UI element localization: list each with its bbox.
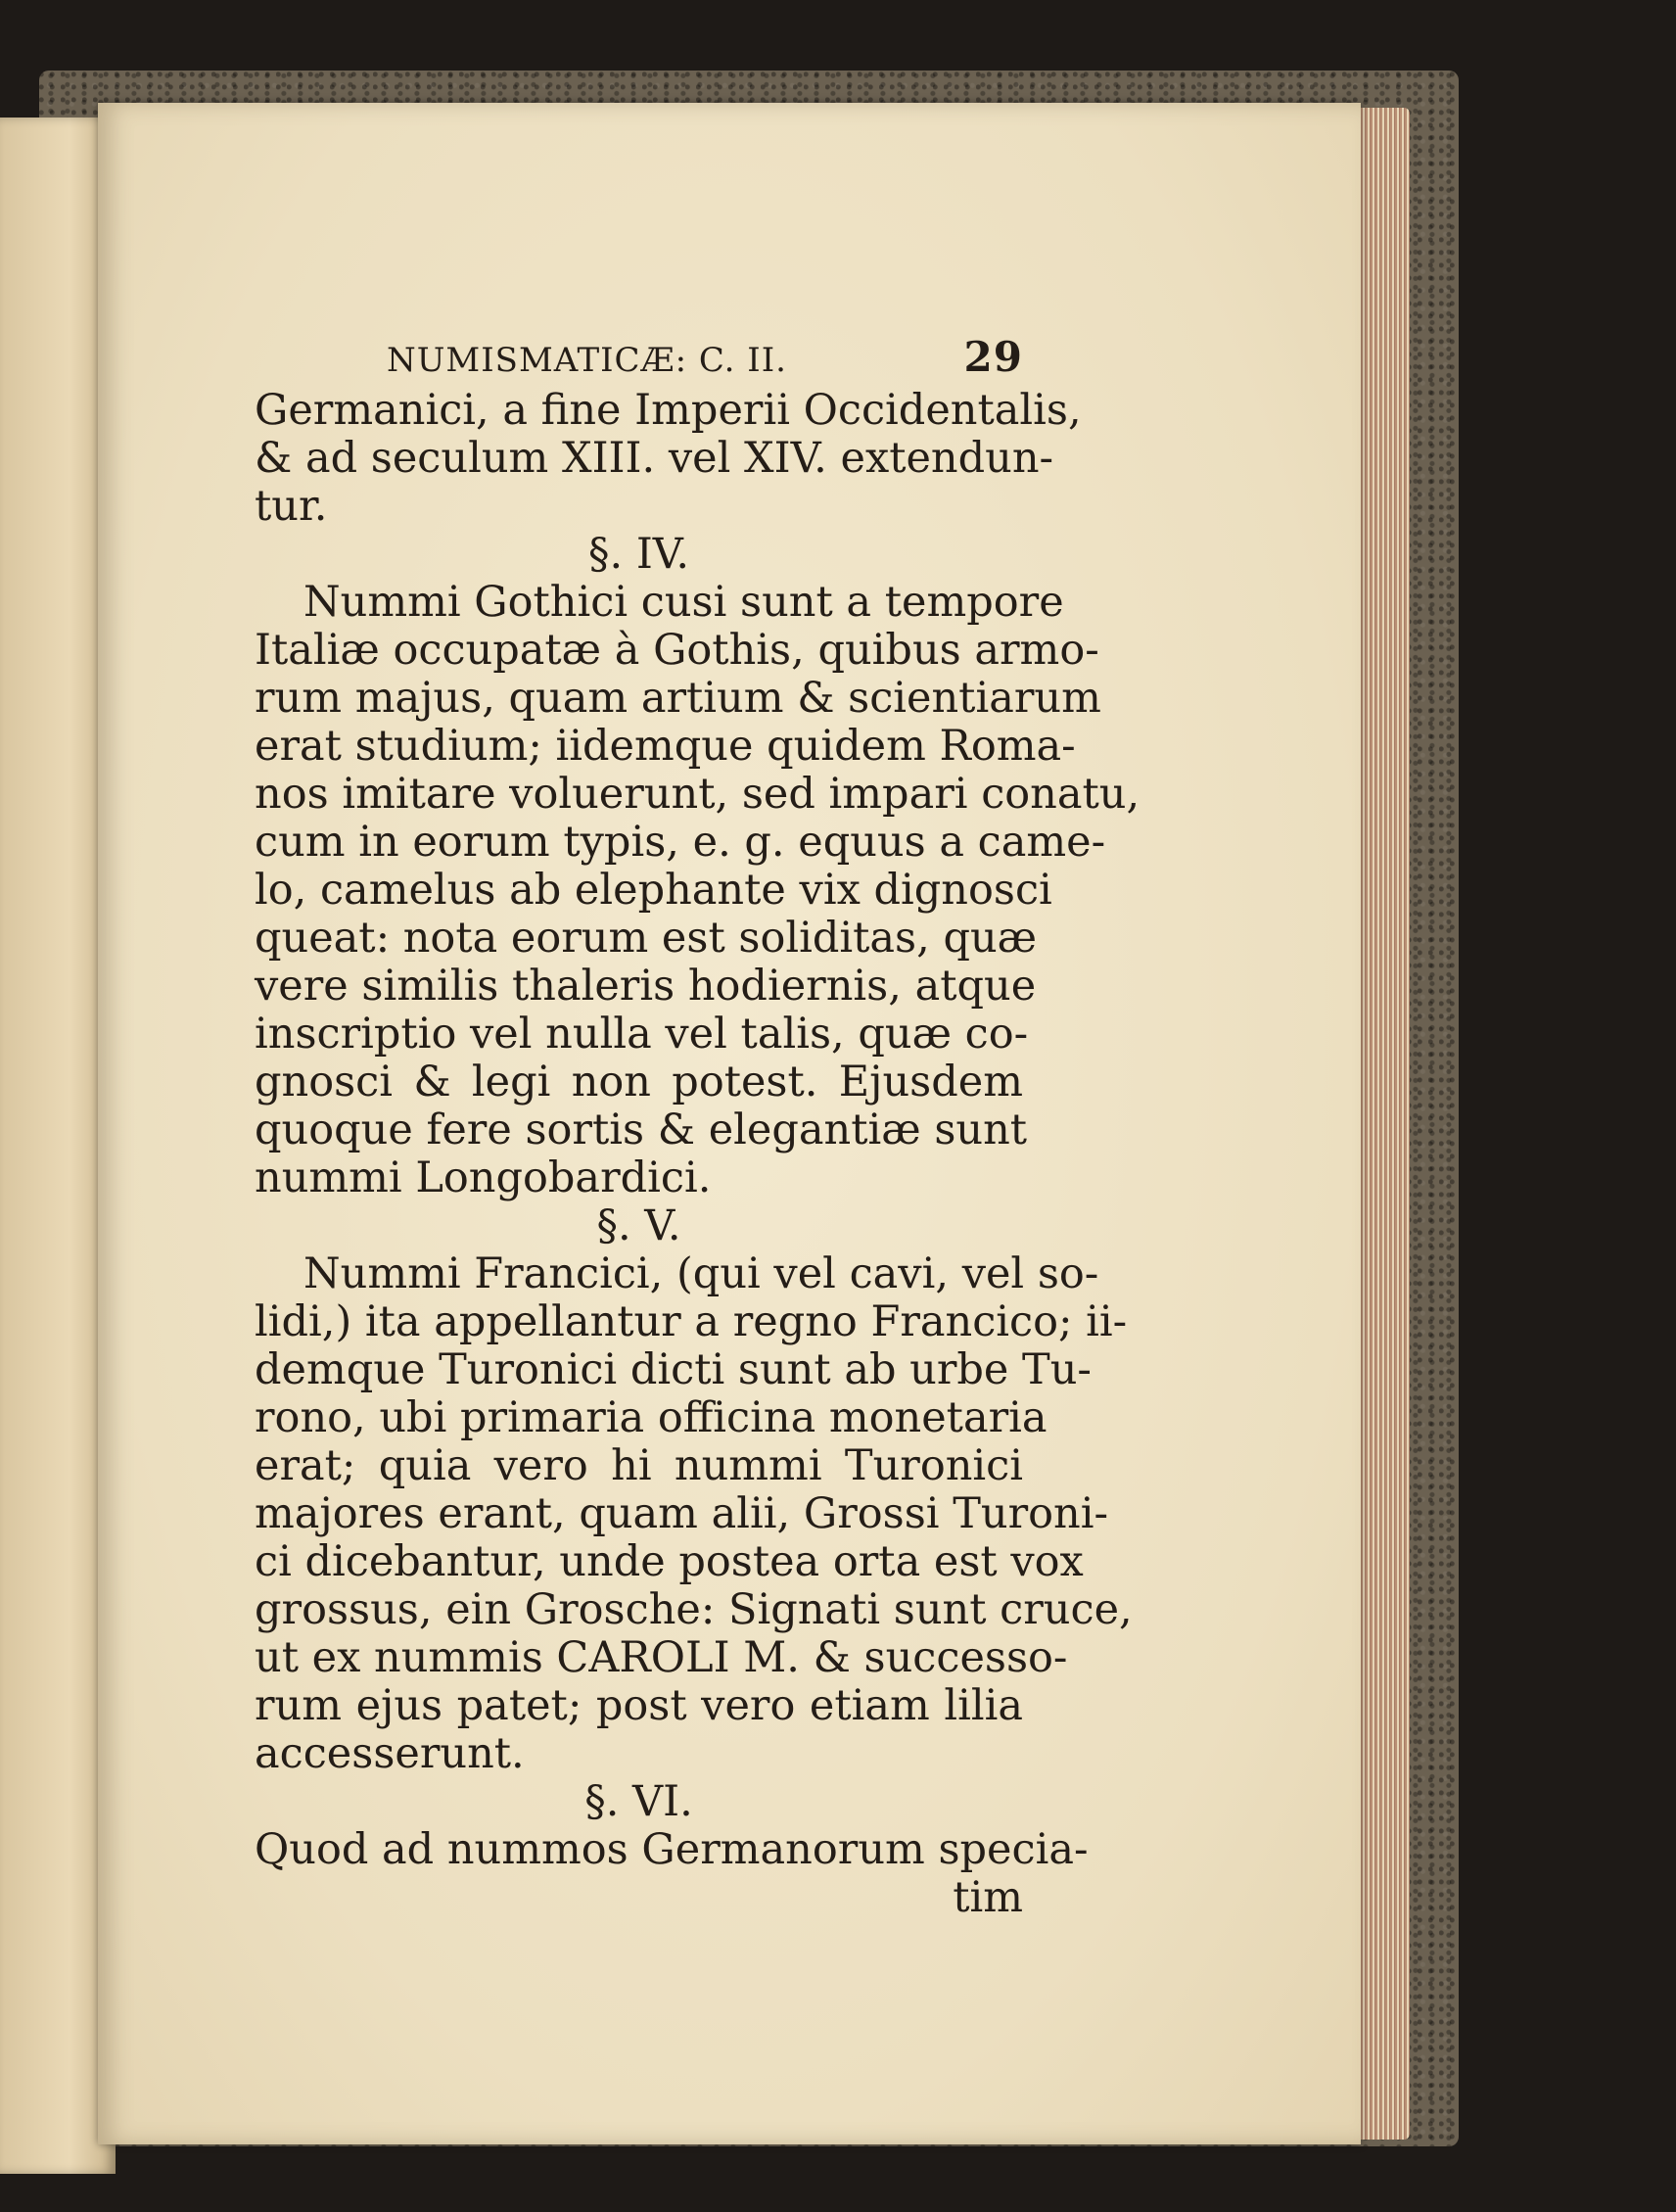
text-line: vere similis thaleris hodiernis, atque bbox=[255, 962, 1037, 1011]
text-line: ci dicebantur, unde postea orta est vox bbox=[255, 1537, 1084, 1586]
text-line: Germanici, a fine Imperii Occidentalis, bbox=[255, 386, 1082, 435]
text-line: lidi,) ita appellantur a regno Francico; ii- bbox=[255, 1297, 1128, 1346]
book-page bbox=[98, 103, 1361, 2144]
text-line: rum ejus patet; post vero etiam lilia bbox=[255, 1681, 1023, 1730]
text-line: Nummi Francici, (qui vel cavi, vel so- bbox=[303, 1249, 1099, 1298]
text-line: cum in eorum typis, e. g. equus a came- bbox=[255, 818, 1106, 867]
section-heading: §. V. bbox=[596, 1201, 681, 1250]
text-line: Quod ad nummos Germanorum specia- bbox=[255, 1825, 1089, 1874]
text-line: erat; quia vero hi nummi Turonici bbox=[255, 1441, 1023, 1490]
text-line: majores erant, quam alii, Grossi Turoni- bbox=[255, 1489, 1108, 1538]
running-header bbox=[255, 333, 1023, 381]
text-line: grossus, ein Groschе: Signati sunt cruce, bbox=[255, 1585, 1133, 1634]
text-line: rono, ubi primaria officina monetaria bbox=[255, 1393, 1048, 1442]
text-line: Italiæ occupatæ à Gothis, quibus armo- bbox=[255, 626, 1099, 675]
text-line: quoque fere sortis & elegantiæ sunt bbox=[255, 1106, 1028, 1154]
text-line: erat studium; iidemque quidem Roma- bbox=[255, 722, 1076, 771]
page-number: 29 bbox=[963, 333, 1023, 381]
text-line: demque Turonici dicti sunt ab urbe Tu- bbox=[255, 1345, 1092, 1394]
text-line: & ad seculum XIII. vel XIV. extendun- bbox=[255, 434, 1054, 483]
text-line: ut ex nummis CAROLI M. & successo- bbox=[255, 1633, 1068, 1682]
section-heading: §. IV. bbox=[587, 530, 690, 579]
text-line: gnosci & legi non potest. Ejusdem bbox=[255, 1058, 1023, 1106]
text-line: inscriptio vel nulla vel talis, quæ co- bbox=[255, 1010, 1029, 1059]
text-line: queat: nota eorum est soliditas, quæ bbox=[255, 914, 1038, 963]
catchword: tim bbox=[953, 1873, 1023, 1922]
text-line: lo, camelus ab elephante vix dignosci bbox=[255, 866, 1052, 915]
text-line: tur. bbox=[255, 482, 328, 531]
section-heading: §. VI. bbox=[584, 1777, 693, 1826]
text-line: nos imitare voluerunt, sed impari conatu, bbox=[255, 770, 1141, 819]
text-line: Nummi Gothici cusi sunt a tempore bbox=[303, 578, 1064, 627]
text-line: accesserunt. bbox=[255, 1729, 525, 1778]
text-line: nummi Longobardici. bbox=[255, 1153, 712, 1202]
page-text-block bbox=[255, 333, 1141, 1922]
text-line: rum majus, quam artium & scientiarum bbox=[255, 674, 1101, 723]
running-title: NUMISMATICÆ: C. II. bbox=[387, 341, 787, 380]
